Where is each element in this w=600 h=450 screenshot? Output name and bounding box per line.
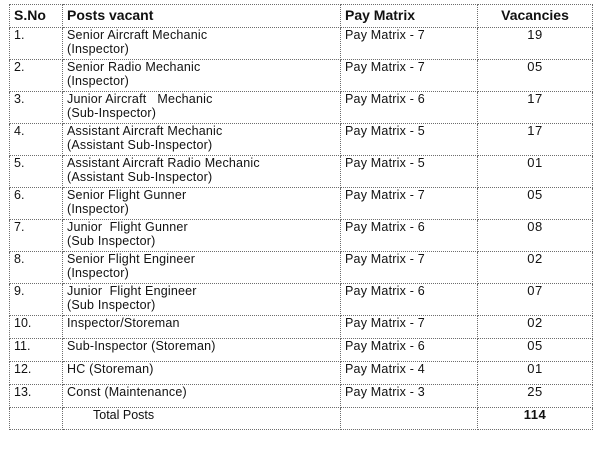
row-post-title: Junior Flight Gunner	[67, 220, 188, 234]
row-post-title: Junior Aircraft Mechanic	[67, 92, 213, 106]
table-row	[10, 220, 593, 252]
row-post-title: Senior Flight Gunner	[67, 188, 187, 202]
row-pay-matrix: Pay Matrix - 6	[341, 220, 478, 252]
row-post	[63, 60, 341, 92]
table-row	[10, 385, 593, 408]
row-post-rank: (Inspector)	[67, 202, 129, 216]
vacancy-table	[9, 4, 593, 430]
row-pay-matrix: Pay Matrix - 3	[341, 385, 478, 408]
row-post	[63, 92, 341, 124]
row-sno: 3.	[10, 92, 63, 124]
table-row	[10, 339, 593, 362]
row-sno: 4.	[10, 124, 63, 156]
header-posts-vacant: Posts vacant	[63, 5, 341, 28]
row-post-title: Inspector/Storeman	[67, 316, 180, 330]
table-row	[10, 28, 593, 60]
row-post	[63, 362, 341, 385]
total-posts-value: 114	[478, 408, 593, 430]
row-post-title: Sub-Inspector (Storeman)	[67, 339, 216, 353]
row-pay-matrix: Pay Matrix - 6	[341, 339, 478, 362]
row-pay-matrix: Pay Matrix - 5	[341, 124, 478, 156]
row-post	[63, 28, 341, 60]
row-post	[63, 252, 341, 284]
row-vacancies: 17	[478, 124, 593, 156]
total-row-pay-blank	[341, 408, 478, 430]
row-post-rank: (Inspector)	[67, 42, 129, 56]
row-sno: 11.	[10, 339, 63, 362]
row-vacancies: 02	[478, 316, 593, 339]
row-post-title: Assistant Aircraft Mechanic	[67, 124, 223, 138]
row-sno: 8.	[10, 252, 63, 284]
table-row	[10, 316, 593, 339]
row-post-rank: (Assistant Sub-Inspector)	[67, 170, 213, 184]
row-post-title: Senior Radio Mechanic	[67, 60, 201, 74]
row-pay-matrix: Pay Matrix - 7	[341, 188, 478, 220]
row-post-rank: (Inspector)	[67, 266, 129, 280]
row-sno: 2.	[10, 60, 63, 92]
row-post-rank: (Assistant Sub-Inspector)	[67, 138, 213, 152]
table-row	[10, 60, 593, 92]
row-post	[63, 316, 341, 339]
row-post-rank: (Sub Inspector)	[67, 298, 156, 312]
table-row	[10, 156, 593, 188]
row-pay-matrix: Pay Matrix - 6	[341, 284, 478, 316]
row-post-title: Const (Maintenance)	[67, 385, 187, 399]
row-post	[63, 156, 341, 188]
row-post-title: Senior Flight Engineer	[67, 252, 196, 266]
row-vacancies: 19	[478, 28, 593, 60]
row-sno: 9.	[10, 284, 63, 316]
table-row	[10, 284, 593, 316]
row-pay-matrix: Pay Matrix - 6	[341, 92, 478, 124]
row-vacancies: 02	[478, 252, 593, 284]
row-sno: 7.	[10, 220, 63, 252]
row-post	[63, 385, 341, 408]
row-post	[63, 339, 341, 362]
total-posts-label: Total Posts	[63, 408, 341, 430]
row-post-title: HC (Storeman)	[67, 362, 154, 376]
row-sno: 6.	[10, 188, 63, 220]
row-vacancies: 05	[478, 188, 593, 220]
row-pay-matrix: Pay Matrix - 7	[341, 252, 478, 284]
table-row	[10, 252, 593, 284]
table-header-row	[10, 5, 593, 28]
row-vacancies: 05	[478, 60, 593, 92]
row-post-title: Assistant Aircraft Radio Mechanic	[67, 156, 260, 170]
header-sno: S.No	[10, 5, 63, 28]
row-vacancies: 05	[478, 339, 593, 362]
row-pay-matrix: Pay Matrix - 5	[341, 156, 478, 188]
row-post	[63, 220, 341, 252]
table-body	[10, 28, 593, 430]
row-vacancies: 17	[478, 92, 593, 124]
row-vacancies: 08	[478, 220, 593, 252]
table-row	[10, 362, 593, 385]
row-pay-matrix: Pay Matrix - 7	[341, 28, 478, 60]
row-post	[63, 124, 341, 156]
row-sno: 1.	[10, 28, 63, 60]
row-sno: 13.	[10, 385, 63, 408]
row-vacancies: 01	[478, 156, 593, 188]
row-post-rank: (Sub Inspector)	[67, 234, 156, 248]
row-pay-matrix: Pay Matrix - 7	[341, 60, 478, 92]
total-row-sno-blank	[10, 408, 63, 430]
row-sno: 10.	[10, 316, 63, 339]
row-pay-matrix: Pay Matrix - 7	[341, 316, 478, 339]
total-row	[10, 408, 593, 430]
row-post-title: Senior Aircraft Mechanic	[67, 28, 208, 42]
header-vacancies: Vacancies	[478, 5, 593, 28]
row-post-rank: (Sub-Inspector)	[67, 106, 157, 120]
row-sno: 5.	[10, 156, 63, 188]
row-post-title: Junior Flight Engineer	[67, 284, 197, 298]
table-row	[10, 92, 593, 124]
header-pay-matrix: Pay Matrix	[341, 5, 478, 28]
row-post	[63, 188, 341, 220]
row-vacancies: 01	[478, 362, 593, 385]
table-row	[10, 124, 593, 156]
row-pay-matrix: Pay Matrix - 4	[341, 362, 478, 385]
table-row	[10, 188, 593, 220]
row-vacancies: 25	[478, 385, 593, 408]
row-post-rank: (Inspector)	[67, 74, 129, 88]
row-post	[63, 284, 341, 316]
row-vacancies: 07	[478, 284, 593, 316]
row-sno: 12.	[10, 362, 63, 385]
